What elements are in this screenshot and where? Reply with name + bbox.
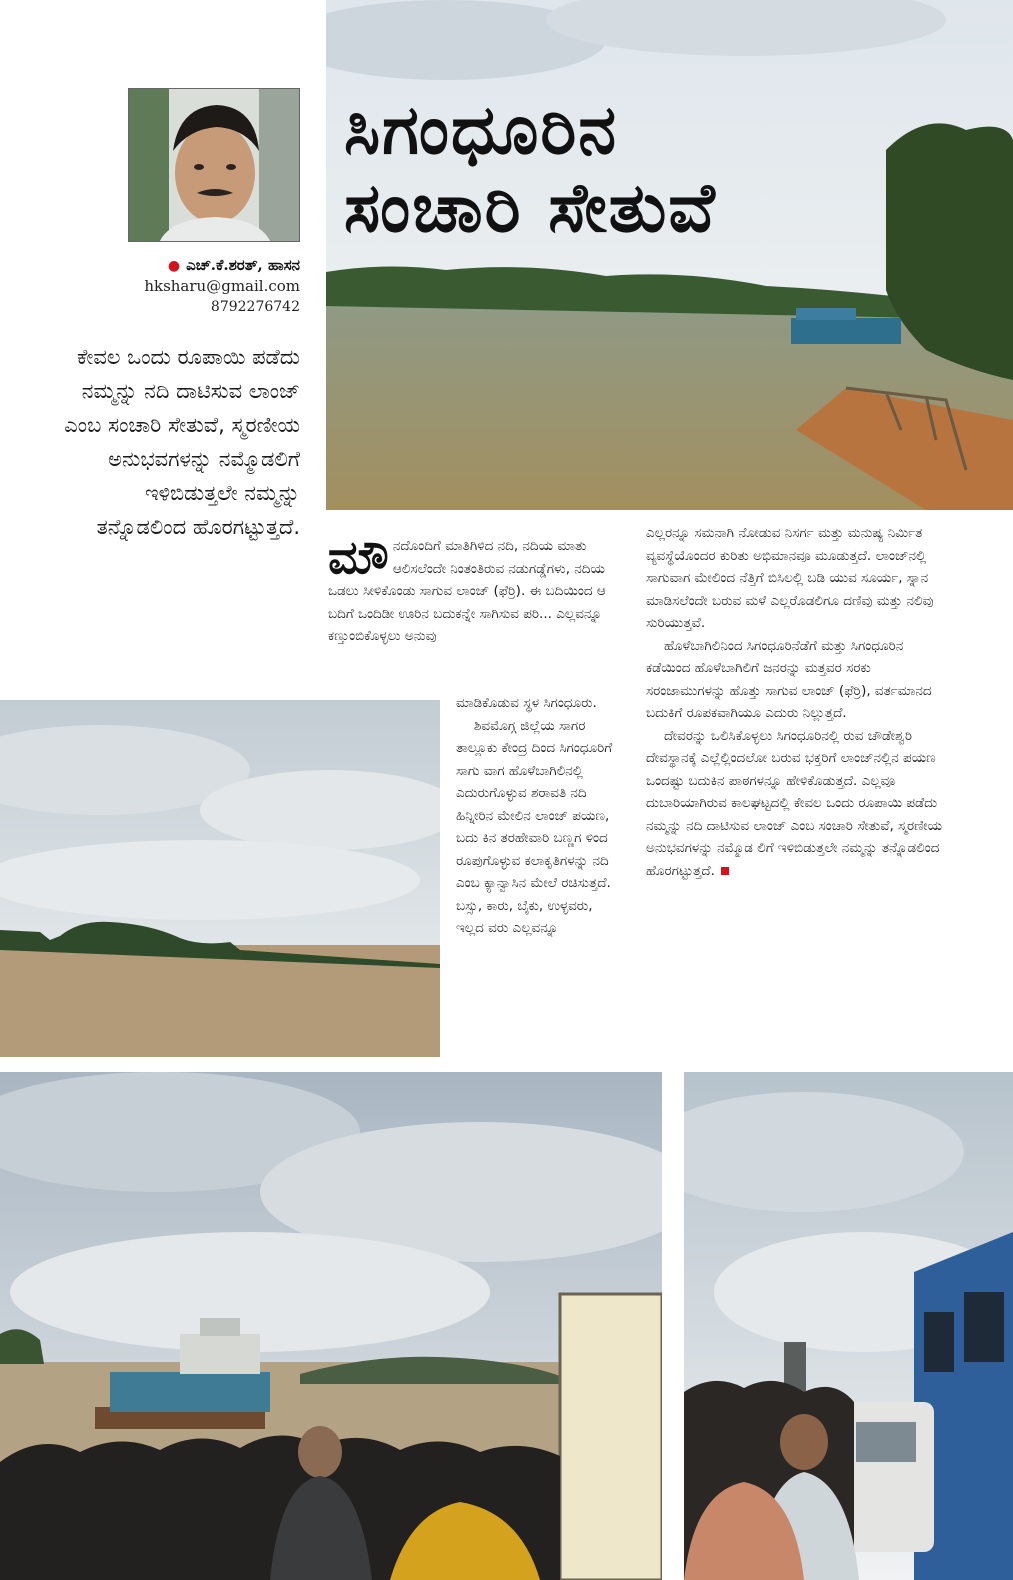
paragraph: ಹೊಳೆಬಾಗಿಲಿನಿಂದ ಸಿಗಂಧೂರಿನೆಡೆಗೆ ಮತ್ತು ಸಿಗಂಧೂರಿನ ಕಡೆಯಿಂದ ಹೊಳೆಬಾಗಿಲಿಗೆ ಜನರನ್ನು ಮತ್ತವರ ಸರಕು ಸರಂಜಾಮುಗಳನ್ನು ಹೊತ್ತು ಸಾಗುವ ಲಾಂಜ್ (ಫೆರ್ರಿ), ವರ್ತಮಾನದ ಬದುಕಿಗೆ ರೂಪಕವಾಗಿಯೂ ಎದುರು ನಿಲ್ಲುತ್ತದೆ. bbox=[646, 637, 932, 721]
headline bbox=[344, 92, 904, 248]
end-mark-icon bbox=[721, 867, 729, 875]
paragraph bbox=[328, 530, 616, 648]
paragraph-text: ನದೊಂದಿಗೆ ಮಾತಿಗಿಳಿದ ನದಿ, ನದಿಯ ಮಾತು ಆಲಿಸಲೆಂದೇ ನಿಂತಂತಿರುವ ನಡುಗಡ್ಡೆಗಳು, ನದಿಯ ಒಡಲು ಸೀಳಿಕೊಂಡು ಸಾಗುವ ಲಾಂಜ್ (ಫೆರ್ರಿ). ಈ ಬದಿಯಿಂದ ಆ ಬದಿಗೆ ಒಂದಿಡೀ ಊರಿನ ಬದುಕನ್ನೇ ಸಾಗಿಸುವ ಪರಿ... ಎಲ್ಲವನ್ನೂ ಕಣ್ತುಂಬಿಕೊಳ್ಳಲು ಅನುವು bbox=[328, 538, 606, 644]
author-portrait bbox=[128, 88, 300, 242]
headline-line-1: ಸಿಗಂಧೂರಿನ bbox=[344, 91, 619, 170]
pull-quote: ಕೇವಲ ಒಂದು ರೂಪಾಯಿ ಪಡೆದು ನಮ್ಮನ್ನು ನದಿ ದಾಟಿಸುವ ಲಾಂಜ್ ಎಂಬ ಸಂಚಾರಿ ಸೇತುವೆ, ಸ್ಮರಣೀಯ ಅನುಭವಗಳನ್ನು ನಮ್ಮೊಡಲಿಗೆ ಇಳಿಬಿಡುತ್ತಲೇ ನಮ್ಮನ್ನು ತನ್ನೊಡಲಿಂದ ಹೊರಗಟ್ಟುತ್ತದೆ. bbox=[64, 345, 300, 539]
author-name-text: ಎಚ್.ಕೆ.ಶರತ್, ಹಾಸನ bbox=[186, 256, 300, 274]
bullet-icon: ● bbox=[167, 258, 181, 274]
body-column-2 bbox=[456, 692, 624, 940]
body-column-3 bbox=[646, 522, 948, 882]
paragraph: ಮಾಡಿಕೊಡುವ ಸ್ಥಳ ಸಿಗಂಧೂರು. bbox=[456, 695, 597, 711]
paragraph: ಎಲ್ಲರನ್ನೂ ಸಮನಾಗಿ ನೋಡುವ ನಿಸರ್ಗ ಮತ್ತು ಮನುಷ್ಯ ನಿರ್ಮಿತ ವ್ಯವಸ್ಥೆಯೊಂದರ ಕುರಿತು ಅಭಿಮಾನವೂ ಮೂಡುತ್ತದೆ. ಲಾಂಜ್‌ನಲ್ಲಿ ಸಾಗುವಾಗ ಮೇಲಿಂದ ನೆತ್ತಿಗೆ ಬಿಸಿಲಲ್ಲಿ ಬಡಿ ಯುವ ಸೂರ್ಯ, ಸ್ನಾನ ಮಾಡಿಸಲೆಂದೇ ಬರುವ ಮಳೆ ಎಲ್ಲರೊಡಲಿಗೂ ದಣಿವು ಮತ್ತು ನಲಿವು ಸುರಿಯುತ್ತವೆ. bbox=[646, 525, 934, 631]
ferry-crowd-photo bbox=[0, 1072, 662, 1580]
bus-crowd-photo bbox=[684, 1072, 1013, 1580]
body-column-1 bbox=[328, 530, 616, 648]
author-phone: 8792276742 bbox=[210, 299, 300, 315]
paragraph-text: ದೇವರನ್ನು ಒಲಿಸಿಕೊಳ್ಳಲು ಸಿಗಂಧೂರಿನಲ್ಲಿ ರುವ ಚೌಡೇಶ್ವರಿ ದೇವಸ್ಥಾನಕ್ಕೆ ಎಲ್ಲೆಲ್ಲಿಂದಲೋ ಬರುವ ಭಕ್ತರಿಗೆ ಲಾಂಜ್‌ನಲ್ಲಿನ ಪಯಣ ಒಂದಷ್ಟು ಬದುಕಿನ ಪಾಠಗಳನ್ನೂ ಹೇಳಿಕೊಡುತ್ತದೆ. ಎಲ್ಲವೂ ದುಬಾರಿಯಾಗಿರುವ ಕಾಲಘಟ್ಟದಲ್ಲಿ ಕೇವಲ ಒಂದು ರೂಪಾಯಿ ಪಡೆದು ನಮ್ಮನ್ನು ನದಿ ದಾಟಿಸುವ ಲಾಂಜ್ ಎಂಬ ಸಂಚಾರಿ ಸೇತುವೆ, ಸ್ಮರಣೀಯ ಅನುಭವಗಳನ್ನು ನಮ್ಮೊಡ ಲಿಗೆ ಇಳಿಬಿಡುತ್ತಲೇ ನಮ್ಮನ್ನು ತನ್ನೊಡಲಿಂದ ಹೊರಗಟ್ಟುತ್ತದೆ. bbox=[646, 727, 943, 879]
river-island-photo bbox=[0, 700, 440, 1057]
paragraph bbox=[646, 725, 948, 883]
headline-line-2: ಸಂಚಾರಿ ಸೇತುವೆ bbox=[344, 169, 717, 248]
author-email: hksharu@gmail.com bbox=[144, 277, 300, 295]
paragraph: ಶಿವಮೊಗ್ಗ ಜಿಲ್ಲೆಯ ಸಾಗರ ತಾಲ್ಲೂಕು ಕೇಂದ್ರ ದಿಂದ ಸಿಗಂಧೂರಿಗೆ ಸಾಗು ವಾಗ ಹೊಳೆಬಾಗಿಲಿನಲ್ಲಿ ಎದುರುಗೊಳ್ಳುವ ಶರಾವತಿ ನದಿ ಹಿನ್ನೀರಿನ ಮೇಲಿನ ಲಾಂಜ್ ಪಯಣ, ಬದು ಕಿನ ತರಹೇವಾರಿ ಬಣ್ಣಗ ಳಿಂದ ರೂಪುಗೊಳ್ಳುವ ಕಲಾಕೃತಿಗಳನ್ನು ನದಿ ಎಂಬ ಕ್ಯಾನ್ವಾಸಿನ ಮೇಲೆ ರಚಿಸುತ್ತದೆ. ಬಸ್ಸು, ಕಾರು, ಬೈಕು, ಉಳ್ಳವರು, ಇಲ್ಲದ ವರು ಎಲ್ಲವನ್ನೂ bbox=[456, 717, 613, 936]
river-ferry-photo bbox=[326, 0, 1013, 510]
dropcap: ಮೌ bbox=[328, 530, 389, 584]
author-name bbox=[168, 256, 300, 274]
